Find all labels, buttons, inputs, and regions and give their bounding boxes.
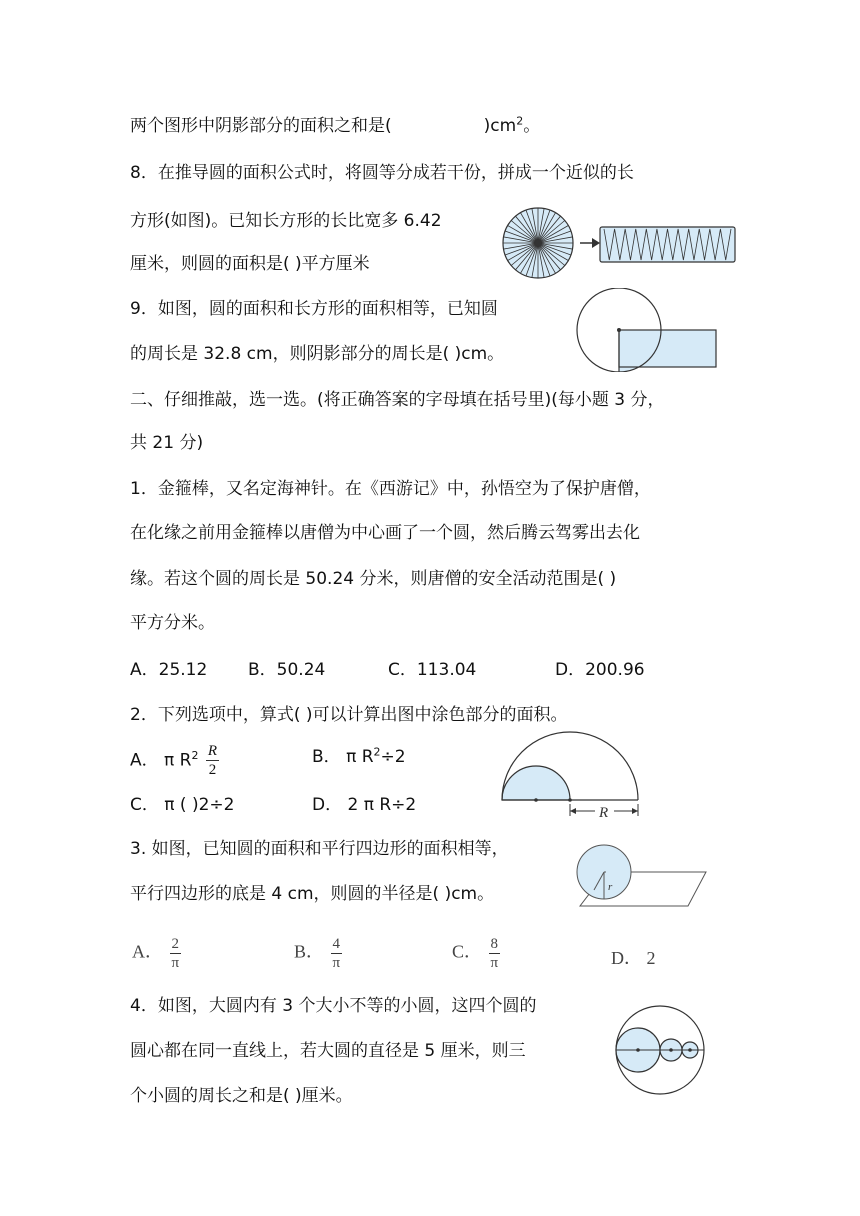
q8-line-3: 厘米，则圆的面积是( )平方厘米: [130, 254, 370, 274]
top-line: [130, 115, 540, 137]
mc2-radius-label: R: [599, 805, 609, 820]
mc3-option-c-numerator: 8: [490, 936, 499, 952]
mc2-option-b-text: B． π R: [312, 747, 374, 767]
mc3-option-b: [294, 935, 342, 972]
mc3-option-b-numerator: 4: [332, 936, 341, 952]
mc1-option-b: B．50.24: [248, 660, 326, 680]
mc2-option-b-suffix: ÷2: [380, 747, 406, 767]
mc2-line-1: 2．下列选项中，算式( )可以计算出图中涂色部分的面积。: [130, 705, 568, 725]
mc3-option-d-value: 2: [646, 948, 656, 968]
mc2-option-c: C． π ( )2÷2: [130, 795, 235, 815]
mc3-option-a-letter: A．: [132, 941, 163, 962]
mc3-option-b-letter: B．: [294, 941, 325, 962]
mc3-radius-label: r: [608, 881, 613, 893]
mc2-option-a: [130, 742, 219, 779]
mc2-option-b-sup: 2: [373, 745, 381, 759]
top-line-end: 。: [523, 116, 541, 136]
mc3-option-b-denominator: π: [332, 955, 341, 971]
mc2-option-a-fraction: [206, 742, 219, 779]
mc1-option-d: D．200.96: [555, 660, 645, 680]
mc1-line-4: 平方分米。: [130, 613, 215, 633]
mc1-line-2: 在化缘之前用金箍棒以唐僧为中心画了一个圆，然后腾云驾雾出去化: [130, 523, 640, 543]
arrow: [580, 238, 600, 248]
mc4-line-1: 4．如图，大圆内有 3 个大小不等的小圆，这四个圆的: [130, 996, 537, 1016]
q8-line-1: 8．在推导圆的面积公式时，将圆等分成若干份，拼成一个近似的长: [130, 163, 634, 183]
mc1-option-a: A．25.12: [130, 660, 208, 680]
mc2-option-a-text: A． π R: [130, 750, 192, 771]
sector-circle: [503, 208, 573, 278]
mc3-option-a: [132, 935, 181, 972]
zigzag-rectangle: [600, 227, 735, 262]
mc2-option-d: D． 2 π R÷2: [312, 795, 417, 815]
mc3-option-d-letter: D．: [611, 948, 642, 968]
mc3-line-2: 平行四边形的底是 4 cm，则圆的半径是( )cm。: [130, 884, 495, 904]
mc3-circle-parallelogram-figure: [576, 838, 711, 910]
mc4-line-2: 圆心都在同一直线上，若大圆的直径是 5 厘米，则三: [130, 1041, 526, 1061]
mc3-option-c-letter: C．: [452, 941, 483, 962]
mc2-option-a-sup: 2: [191, 748, 199, 762]
q8-circle-rectangle-figure: [500, 205, 740, 285]
mc3-option-a-denominator: π: [171, 955, 180, 971]
section-2-heading-line-1: 二、仔细推敲，选一选。(将正确答案的字母填在括号里)(每小题 3 分，: [130, 390, 665, 410]
mc3-option-c-denominator: π: [490, 955, 499, 971]
mc2-option-a-denominator: 2: [208, 762, 217, 778]
q9-circle-rectangle-figure: [576, 288, 726, 372]
mc3-line-1: 3. 如图，已知圆的面积和平行四边形的面积相等，: [130, 839, 509, 859]
mc2-semicircle-figure: [498, 728, 643, 820]
mc3-option-d: [611, 944, 656, 970]
mc1-line-3: 缘。若这个圆的周长是 50.24 分米，则唐僧的安全活动范围是( ): [130, 569, 617, 589]
mc2-option-a-numerator: R: [207, 743, 218, 759]
top-line-close: )cm: [483, 116, 517, 136]
mc1-line-1: 1．金箍棒，又名定海神针。在《西游记》中，孙悟空为了保护唐僧，: [130, 479, 651, 499]
top-line-sup: 2: [516, 114, 524, 128]
mc3-option-c: [452, 935, 500, 972]
mc1-option-c: C．113.04: [388, 660, 477, 680]
top-line-text: 两个图形中阴影部分的面积之和是(: [130, 116, 392, 136]
mc4-line-3: 个小圆的周长之和是( )厘米。: [130, 1086, 353, 1106]
mc3-option-c-fraction: [489, 935, 501, 972]
mc3-option-a-numerator: 2: [171, 936, 179, 952]
q9-line-1: 9．如图，圆的面积和长方形的面积相等，已知圆: [130, 299, 498, 319]
mc3-option-b-fraction: [331, 935, 343, 972]
q9-line-2: 的周长是 32.8 cm，则阴影部分的周长是( )cm。: [130, 344, 505, 364]
q8-line-2: 方形(如图)。已知长方形的长比宽多 6.42: [130, 211, 442, 231]
section-2-heading-line-2: 共 21 分): [130, 433, 204, 453]
mc2-option-b: [312, 746, 406, 768]
mc3-option-a-fraction: [170, 935, 182, 972]
mc4-nested-circles-figure: [612, 1004, 708, 1096]
